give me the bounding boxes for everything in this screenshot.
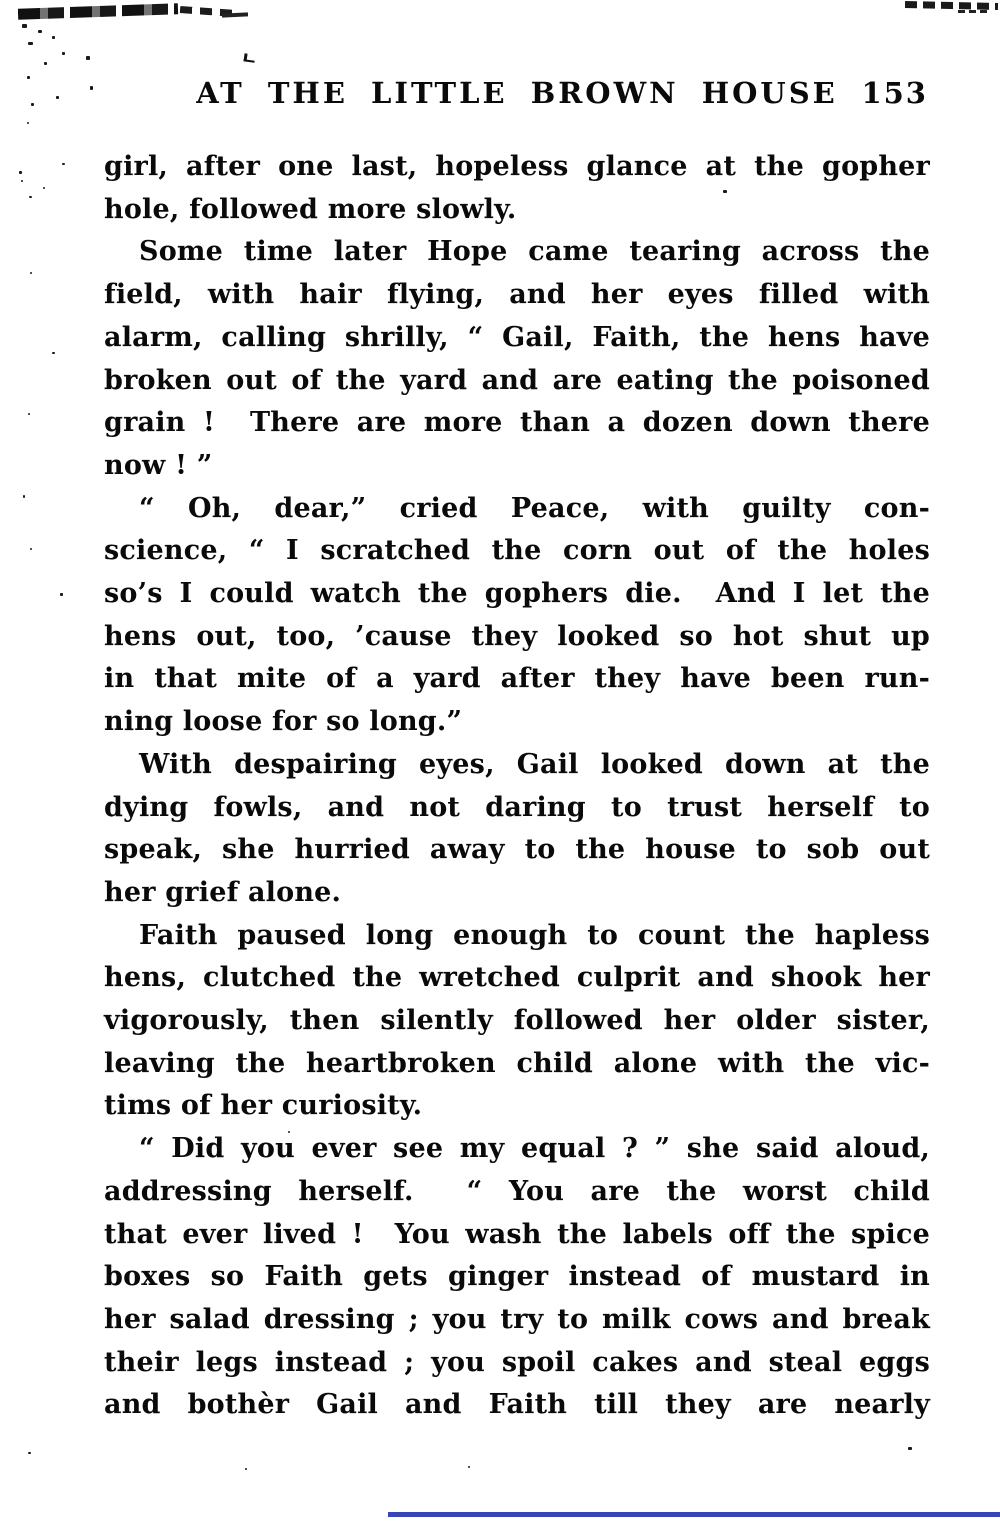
scan-smudge-icon — [222, 12, 248, 17]
scan-speck — [23, 495, 25, 498]
scan-speck — [28, 42, 33, 45]
text-line: addressing herself. “ You are the worst child — [104, 1175, 930, 1207]
paragraph — [104, 744, 930, 915]
text-line: girl, after one last, hopeless glance at the gopher — [104, 151, 930, 182]
scan-speck — [27, 76, 30, 79]
scan-speck — [43, 187, 45, 189]
text-line: ning loose for so long.” — [104, 706, 463, 738]
text-line: alarm, calling shrilly, “ Gail, Faith, the hens have — [104, 321, 930, 353]
scan-speck — [29, 196, 32, 198]
scan-speck — [21, 180, 23, 182]
paragraph — [104, 915, 930, 1129]
text-line: Some time later Hope came tearing across the — [139, 236, 930, 268]
scan-speck — [30, 548, 32, 550]
scanner-edge-line — [388, 1512, 1000, 1517]
text-line: “ Did you ever see my equal ? ” she said aloud, — [139, 1133, 930, 1165]
text-line: their legs instead ; you spoil cakes and steal eggs — [104, 1346, 930, 1378]
text-line: speak, she hurried away to the house to sob out — [104, 834, 930, 866]
scan-dash-icon — [958, 10, 988, 13]
text-line: hole, followed more slowly. — [104, 193, 517, 225]
text-line: tims of her curiosity. — [104, 1090, 423, 1122]
text-line: and bothèr Gail and Faith till they are nearly — [104, 1389, 930, 1421]
text-line: now ! ” — [104, 449, 213, 481]
scan-speck — [288, 1131, 290, 1133]
text-line: in that mite of a yard after they have been run- — [104, 663, 930, 695]
scan-speck — [52, 352, 55, 354]
text-line: vigorously, then silently followed her older sister, — [104, 1005, 930, 1037]
text-line: grain ! There are more than a dozen down there — [104, 407, 930, 439]
text-line: broken out of the yard and are eating the poisoned — [104, 364, 930, 396]
text-line: hens, clutched the wretched culprit and shook her — [104, 962, 930, 994]
text-line: “ Oh, dear,” cried Peace, with guilty con- — [139, 492, 930, 524]
scan-speck — [62, 163, 65, 165]
scan-speck — [44, 62, 47, 65]
scan-speck — [62, 52, 65, 55]
scan-speck — [90, 86, 93, 90]
page-title: AT THE LITTLE BROWN HOUSE — [196, 76, 838, 110]
text-line: hens out, too, ’cause they looked so hot shut up — [104, 620, 930, 652]
scan-speck — [52, 36, 55, 39]
text-line: her salad dressing ; you try to milk cows and break — [104, 1303, 930, 1335]
paragraph — [104, 1128, 930, 1427]
text-line: leaving the heartbroken child alone with the vic- — [104, 1047, 930, 1079]
text-line: boxes so Faith gets ginger instead of mustard in — [104, 1261, 930, 1293]
text-line: Faith paused long enough to count the hapless — [139, 919, 930, 951]
paragraph — [104, 146, 930, 231]
scan-dash-icon — [905, 1, 998, 10]
scan-speck — [908, 1447, 912, 1450]
paragraph — [104, 231, 930, 487]
page-body — [104, 146, 930, 1427]
scan-speck — [28, 413, 30, 415]
scan-speck — [27, 122, 29, 124]
scan-smudge-icon — [243, 53, 255, 62]
scan-speck — [245, 1468, 247, 1470]
text-line: so’s I could watch the gophers die. And I let the — [104, 578, 930, 610]
scan-speck — [60, 593, 63, 596]
scan-speck — [56, 96, 59, 99]
text-line: science, “ I scratched the corn out of the holes — [104, 535, 930, 567]
scan-speck — [31, 103, 34, 106]
text-line: field, with hair flying, and her eyes filled with — [104, 279, 930, 311]
scan-speck — [86, 56, 90, 60]
scan-speck — [19, 171, 22, 174]
scan-speck — [22, 24, 27, 28]
scan-speck — [28, 1452, 31, 1454]
text-line: dying fowls, and not daring to trust herself to — [104, 791, 930, 823]
scan-smudge-icon — [18, 3, 178, 20]
paragraph — [104, 488, 930, 744]
scan-speck — [468, 1466, 470, 1468]
text-line: her grief alone. — [104, 876, 342, 908]
scan-speck — [38, 30, 42, 33]
text-line: that ever lived ! You wash the labels off the spice — [104, 1218, 930, 1250]
scan-speck — [723, 190, 727, 193]
page-number: 153 — [861, 76, 928, 110]
text-line: With despairing eyes, Gail looked down at the — [139, 748, 930, 780]
running-header — [104, 76, 930, 112]
scan-speck — [30, 272, 32, 274]
